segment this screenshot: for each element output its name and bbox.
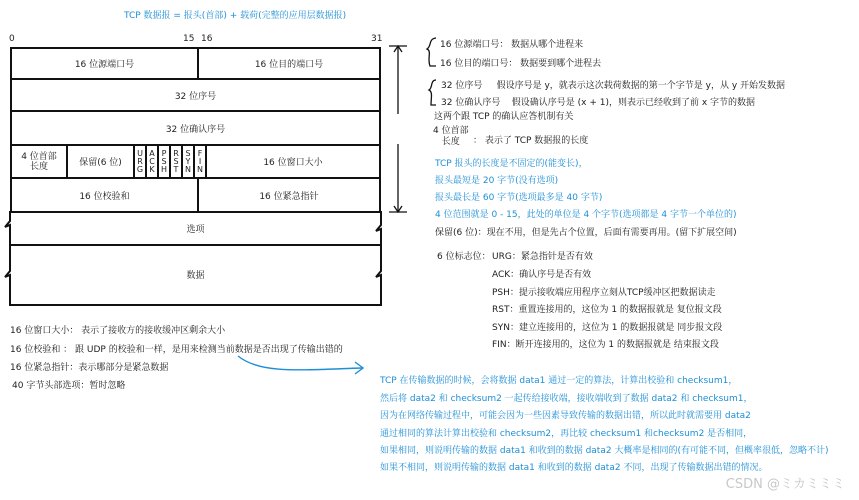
- header-length-cell: [12, 146, 68, 177]
- flag-fin: F I N: [195, 146, 207, 177]
- row-checksum: [10, 177, 381, 213]
- note-hlen-blue-2: 报头最短是 20 字节(没有选项): [435, 176, 559, 186]
- checksum-explain-2: 然后将 data2 和 checksum2 一起传给接收端，接收端收到了数据 data2 和 checksum1，: [380, 394, 753, 404]
- checksum-cell: 16 位校验和: [12, 179, 199, 211]
- note-flag-urg: URG：紧急指针是否有效: [492, 252, 593, 262]
- dest-port-cell: 16 位目的端口号: [254, 60, 324, 70]
- note-dest-port: 16 位目的端口号： 数据要到哪个进程去: [440, 59, 602, 69]
- note-hlen-label: 4 位首部 长度: [433, 126, 469, 147]
- note-urgent-pointer: 16 位紧急指针：表示哪部分是紧急数据: [10, 363, 169, 373]
- note-hlen-blue-1: TCP 报头的长度是不固定的(能变长)，: [435, 159, 588, 169]
- diagram-title: TCP 数据报 = 报头(首部) + 载荷(完整的应用层数据报): [124, 11, 347, 21]
- bit-label-15: 15: [183, 34, 195, 44]
- flag-psh: P S H: [159, 146, 171, 177]
- note-flag-rst: RST：重置连接用的，这位为 1 的数据报就是 复位报文段: [492, 305, 722, 315]
- checksum-explain-3: 因为在网络传输过程中，可能会因为一些因素导致传输的数据出错，所以此时就需要用 data2: [380, 411, 751, 421]
- checksum-explain-4: 通过相同的算法计算出校验和 checksum2，再比较 checksum1 和checksum2 是否相同，: [380, 429, 753, 439]
- ports-brace-icon: [424, 36, 440, 68]
- flag-syn: S Y N: [183, 146, 195, 177]
- note-flag-psh: PSH：提示接收端应用程序立刻从TCP缓冲区把数据读走: [492, 288, 716, 298]
- row-ack: [10, 110, 381, 146]
- source-port-cell: 16 位源端口号: [12, 49, 199, 78]
- note-flags-title: 6 位标志位：: [437, 252, 491, 262]
- data-cell: 数据: [10, 244, 381, 306]
- note-reserved: 保留(6 位)：现在不用，但是先占个位置，后面有需要再用。(留下扩展空间): [435, 228, 737, 238]
- note-options: 40 字节头部选项：暂时忽略: [12, 381, 126, 391]
- note-seq: 32 位序号 假设序号是 y，就表示这次载荷数据的第一个字节是 y，从 y 开始发数据: [441, 81, 786, 91]
- note-seq-ack-relation: 这两个跟 TCP 的确认应答机制有关: [434, 112, 574, 122]
- header-length-line2: 长度: [29, 161, 48, 172]
- urgent-pointer-cell: 16 位紧急指针: [259, 191, 319, 202]
- row-seq: [10, 78, 381, 112]
- header-length-line1: 4 位首部: [21, 151, 57, 162]
- note-flag-ack: ACK：确认序号是否有效: [492, 270, 592, 280]
- note-hlen-desc: ： 表示了 TCP 数据报的长度: [473, 136, 589, 146]
- note-window-size: 16 位窗口大小： 表示了接收方的接收缓冲区剩余大小: [10, 326, 226, 336]
- seq-brace-icon: [427, 78, 439, 108]
- note-hlen-blue-3: 报头最长是 60 字节(选项最多是 40 字节): [435, 193, 603, 203]
- seq-number-cell: 32 位序号: [174, 91, 217, 102]
- note-checksum: 16 位校验和 ： 跟 UDP 的校验和一样，是用来检测当前数据是否出现了传输出错的: [10, 345, 343, 355]
- watermark: CSDN @ミカミミミ: [725, 477, 845, 492]
- bit-label-0: 0: [9, 34, 15, 44]
- note-hlen-blue-4: 4 位范围就是 0 - 15，此处的单位是 4 个字节(选项都是 4 字节一个单位的): [435, 210, 737, 220]
- note-ack: 32 位确认序号 假设确认序号是 (x + 1)，则表示已经收到了前 x 字节的数据: [441, 98, 756, 108]
- curved-arrow-icon: [230, 352, 370, 382]
- note-source-port: 16 位源端口号： 数据从哪个进程来: [440, 40, 584, 50]
- row-ports: [10, 47, 381, 80]
- ack-number-cell: 32 位确认序号: [165, 124, 226, 135]
- bit-label-16: 16: [201, 34, 213, 44]
- header-length-arrow-icon: [385, 44, 415, 216]
- flag-urg: U R G: [135, 146, 147, 177]
- flag-rst: R S T: [171, 146, 183, 177]
- row-flags: [10, 144, 381, 179]
- window-size-cell: 16 位窗口大小: [263, 158, 323, 168]
- flag-ack: A C K: [147, 146, 159, 177]
- note-flag-syn: SYN：建立连接用的，这位为 1 的数据报就是 同步报文段: [492, 323, 723, 333]
- note-flag-fin: FIN：断开连接用的，这位为 1 的数据报就是 结束报文段: [492, 340, 719, 350]
- options-cell: 选项: [10, 211, 381, 246]
- broken-side-lines: [4, 211, 388, 307]
- checksum-explain-1: TCP 在传输数据的时候，会将数据 data1 通过一定的算法，计算出校验和 checksum1，: [380, 376, 738, 386]
- reserved-cell: 保留(6 位): [68, 146, 135, 177]
- checksum-explain-6: 如果不相同，则说明传输的数据 data1 和收到的数据 data2 不同，出现了传输数据出错的情况。: [380, 463, 768, 473]
- checksum-explain-5: 如果相同，则说明传输的数据 data1 和收到的数据 data2 大概率是相同的(有可能不同，但概率很低，忽略不计): [380, 446, 829, 456]
- bit-label-31: 31: [371, 34, 383, 44]
